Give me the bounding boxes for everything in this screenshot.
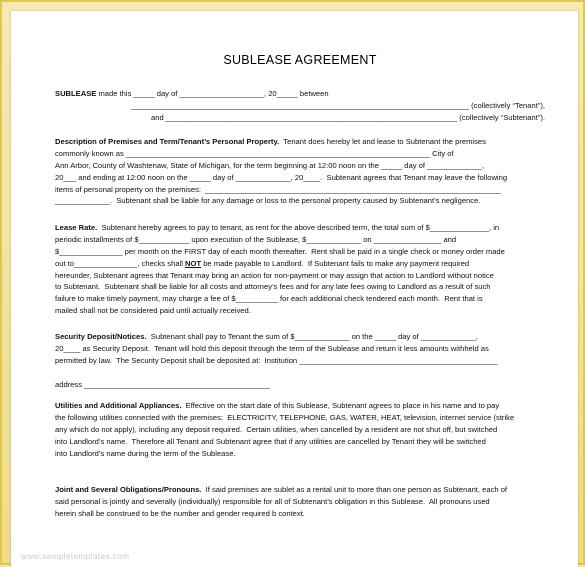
joint-obligations-paragraph — [55, 484, 545, 520]
lease-rate-line-1-text: Subtenant hereby agrees to pay to tenant, as rent for the above described term, the total sum of $______________, in — [97, 223, 500, 232]
parties-line-3: and _____________________________________________________________________ (collectively “Subtenant”). — [151, 112, 545, 122]
utilities-line-3: any which do not apply), including any deposit required. Certain utilities, when cancelled by a resident are not shut off, but switched — [55, 424, 498, 434]
premises-line-5: items of personal property on the premises: ______________________________________________________________________ — [55, 184, 501, 194]
joint-line-3: herein shall be construed to be the number and gender required b context. — [55, 508, 305, 518]
premises-line-1 — [55, 136, 545, 148]
security-line-1-text: Subtenant shall pay to Tenant the sum of $_____________ on the _____ day of _____________, — [146, 332, 478, 341]
utilities-line-1-text: Effective on the start date of this Sublease, Subtenant agrees to place in his name and to pay — [181, 401, 500, 410]
premises-line-1-text: Tenant does hereby let and lease to Subtenant the premises — [279, 137, 486, 146]
lease-rate-paragraph — [55, 222, 545, 317]
premises-heading: Description of Premises and Term/Tenant’s Personal Property. — [55, 137, 280, 146]
lease-rate-line-4a: out to_______________, checks shall — [55, 258, 186, 268]
utilities-line-5: into Landlord’s name during the term of the Sublease. — [55, 448, 236, 458]
security-heading: Security Deposit/Notices. — [55, 332, 147, 341]
joint-line-2: said personal is jointly and severally (individually) responsible for all of Subtenant’s obligation in this Sublease. All pronouns used — [55, 496, 490, 506]
lease-rate-line-5: hereunder, Subtenant agrees that Tenant may bring an action for non-payment or may assign that action to Landlord without notice — [55, 270, 494, 280]
document-title: SUBLEASE AGREEMENT — [223, 53, 377, 67]
document-page — [11, 11, 578, 567]
lease-rate-heading: Lease Rate. — [55, 223, 98, 232]
lease-rate-line-1 — [55, 222, 545, 234]
parties-line-1 — [55, 88, 545, 100]
premises-line-6: _____________. Subtenant shall be liable for any damage or loss to the personal property caused by Subtenant’s negligence. — [55, 196, 481, 206]
premises-line-2: commonly known as ________________________________________________________________________ City of — [55, 148, 454, 158]
lease-rate-line-7: failure to make timely payment, may charge a fee of $__________ for each additional check tendered each month. Rent that is — [55, 294, 483, 304]
premises-paragraph — [55, 136, 545, 207]
not-emphasis: NOT — [185, 258, 202, 268]
lease-rate-line-4 — [55, 258, 545, 270]
utilities-line-1 — [55, 400, 545, 412]
utilities-paragraph — [55, 400, 545, 459]
lease-rate-line-2: periodic installments of $____________ upon execution of the Sublease, $_____________ on ________________ and — [55, 234, 457, 244]
lease-rate-line-4b: be made payable to Landlord. If Subtenant fails to make any payment required — [201, 258, 470, 268]
joint-line-1-text: If said premises are sublet as a rental unit to more than one person as Subtenant, each of — [201, 485, 508, 494]
lease-rate-line-3: $_______________ per month on the FIRST day of each month thereafter. Rent shall be paid in a single check or money order made — [55, 246, 505, 256]
utilities-heading: Utilities and Additional Appliances. — [55, 401, 182, 410]
joint-line-1 — [55, 484, 545, 496]
utilities-line-2: the following utilities connected with the premises: ELECTRICITY, TELEPHONE, GAS, WATER, HEAT, television, internet service (strike — [55, 412, 515, 422]
security-line-4: address ____________________________________________ — [55, 380, 270, 389]
parties-line-2: ________________________________________________________________________________ (collectively “Tenant”), — [131, 100, 545, 110]
security-line-3: permitted by law. The Security Deposit shall be deposited at: Institution _______________________________________________ — [55, 355, 498, 365]
joint-heading: Joint and Several Obligations/Pronouns. — [55, 485, 202, 494]
lease-rate-line-6: to Subtenant. Subtenant shall be liable for all costs and attorney’s fees and for any late fees owing to Landlord as a result of such — [55, 282, 491, 292]
sublease-label: SUBLEASE — [55, 89, 97, 98]
premises-line-3: Ann Arbor, County of Washtenaw, State of Michigan, for the term beginning at 12:00 noon on the _____ day of _____________, — [55, 160, 485, 170]
security-line-1 — [55, 331, 545, 343]
utilities-line-4: into Landlord’s name. Therefore all Tenant and Subtenant agree that if any utilities are cancelled by Tenant they will be switched — [55, 436, 486, 446]
address-line-block — [55, 379, 545, 391]
watermark-text: www.sampletemplates.com — [21, 552, 130, 561]
lease-rate-line-8: mailed shall not be considered paid until actually received. — [55, 306, 251, 316]
security-deposit-paragraph — [55, 331, 545, 367]
security-line-2: 20____ as Security Deposit. Tenant will hold this deposit through the term of the Sublease and return it less amounts withheld as — [55, 343, 489, 353]
premises-line-4: 20___ and ending at 12:00 noon on the _____ day of _____________, 20____. Subtenant agrees that Tenant may leave the following — [55, 172, 508, 182]
parties-paragraph — [55, 88, 545, 124]
parties-line-1-text: made this _____ day of ____________________, 20_____ between — [96, 89, 329, 98]
